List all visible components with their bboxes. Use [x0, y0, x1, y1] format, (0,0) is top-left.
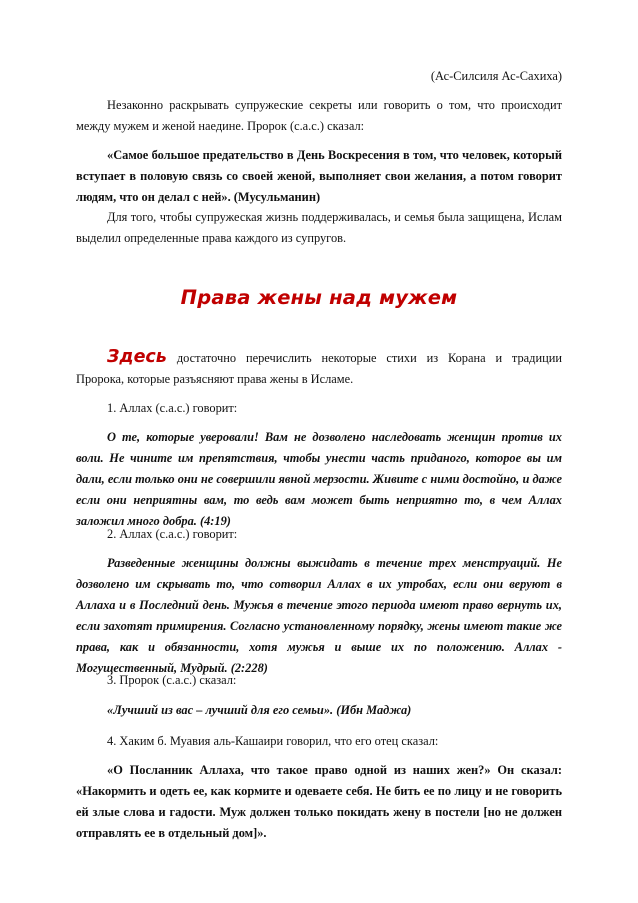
intro-first-line — [76, 347, 562, 369]
intro-line-2: Пророка, которые разъясняют права жены в Исламе. — [76, 372, 354, 386]
source-citation: (Ас-Силсиля Ас-Сахиха) — [430, 69, 562, 83]
paragraph-rights-intro: Для того, чтобы супружеская жизнь поддерживалась, и семья была защищена, Ислам выделил определенные права каждого из супругов. — [76, 210, 562, 245]
item-3-label: 3. Пророк (с.а.с.) сказал: — [107, 673, 237, 687]
hadith-best-of-you: «Лучший из вас – лучший для его семьи». (Ибн Маджа) — [107, 703, 412, 717]
paragraph-secrets: Незаконно раскрывать супружеские секреты или говорить о том, что происходит между мужем и женой наедине. Пророк (с.а.с.) сказал: — [76, 98, 562, 133]
section-heading: Права жены над мужем — [180, 286, 458, 309]
hadith-wife-rights: «О Посланник Аллаха, что такое право одной из наших жен?» Он сказал: «Накормить и одеть ее, как кормите и одеваете себя. Не бить ее по лицу и не говорить ей злые слова и гадости. Муж должен только покидать жену в постели [но не должен отправлять ее в отдельный дом]». — [76, 763, 562, 840]
item-4-label: 4. Хаким б. Муавия аль-Кашаири говорил, что его отец сказал: — [107, 734, 439, 748]
item-2-label: 2. Аллах (с.а.с.) говорит: — [107, 527, 238, 541]
hadith-betrayal-quote: «Самое большое предательство в День Воскресения в том, что человек, который вступает в половую связь со своей женой, выполняет свои желания, а потом говорит людям, что он делал с ней». (Мусульманин) — [76, 148, 562, 204]
quran-quote-4-19: О те, которые уверовали! Вам не дозволено наследовать женщин против их воли. Не чините им препятствия, чтобы унести часть приданого, которое вы им дали, если только они не совершили явной мерзости. Живите с ними достойно, и даже если они неприятны вам, то ведь вам может быть неприятно то, в чем Аллах заложил много добра. (4:19) — [76, 430, 562, 528]
intro-paragraph — [76, 347, 562, 390]
intro-drop-word: Здесь — [107, 347, 167, 367]
quran-quote-2-228: Разведенные женщины должны выжидать в течение трех менструаций. Не дозволено им скрывать то, что сотворил Аллах в их утробах, если они веруют в Аллаха и в Последний день. Мужья в течение этого периода имеют право вернуть их, если захотят примирения. Согласно установленному порядку, жены имеют такие же права, как и обязанности, хотя мужья и выше их по положению. Аллах - Могущественный, Мудрый. (2:228) — [76, 556, 562, 675]
item-1-label: 1. Аллах (с.а.с.) говорит: — [107, 401, 238, 415]
intro-line-1: достаточно перечислить некоторые стихи из Корана и традиции — [176, 351, 562, 365]
